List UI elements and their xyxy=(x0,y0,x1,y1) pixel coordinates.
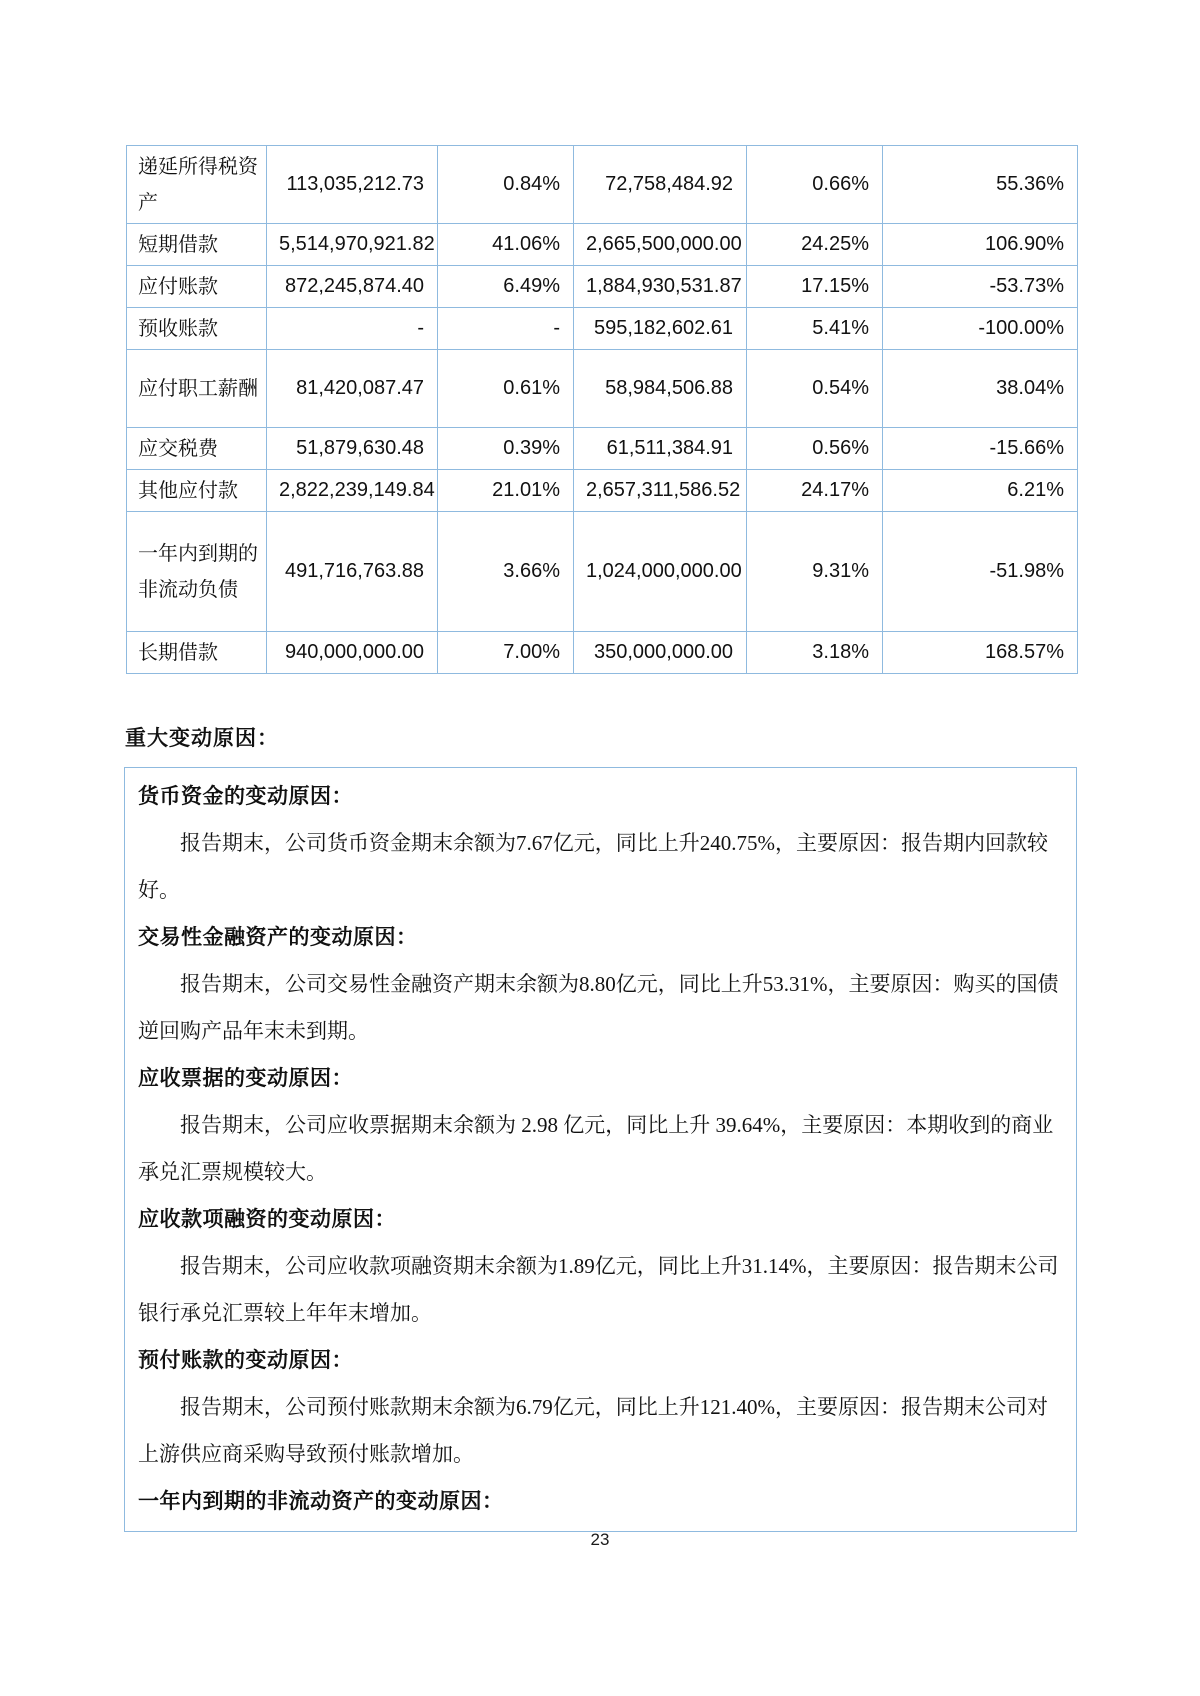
cell-value: 17.15% xyxy=(747,266,883,308)
cell-value: -15.66% xyxy=(883,428,1078,470)
cell-value: 3.66% xyxy=(438,512,574,632)
table-row xyxy=(127,146,1078,224)
reason-heading: 应收款项融资的变动原因： xyxy=(138,1207,396,1231)
page-number: 23 xyxy=(590,1530,610,1549)
cell-value: 940,000,000.00 xyxy=(267,632,438,674)
cell-value: -53.73% xyxy=(883,266,1078,308)
cell-value: 58,984,506.88 xyxy=(574,350,747,428)
cell-value: 0.54% xyxy=(747,350,883,428)
cell-value: 106.90% xyxy=(883,224,1078,266)
row-label: 递延所得税资产 xyxy=(127,146,267,224)
reason-paragraph: 报告期末，公司预付账款期末余额为6.79亿元，同比上升121.40%，主要原因：报告期末公司对上游供应商采购导致预付账款增加。 xyxy=(138,1395,1048,1466)
cell-value: 2,665,500,000.00 xyxy=(574,224,747,266)
row-label: 长期借款 xyxy=(127,632,267,674)
cell-value: 41.06% xyxy=(438,224,574,266)
cell-value: 0.61% xyxy=(438,350,574,428)
cell-value: 0.56% xyxy=(747,428,883,470)
row-label: 预收账款 xyxy=(127,308,267,350)
cell-value: -51.98% xyxy=(883,512,1078,632)
table-row xyxy=(127,266,1078,308)
reason-paragraph: 报告期末，公司货币资金期末余额为7.67亿元，同比上升240.75%，主要原因：报告期内回款较好。 xyxy=(138,831,1048,902)
table-row xyxy=(127,512,1078,632)
cell-value: 72,758,484.92 xyxy=(574,146,747,224)
row-label: 其他应付款 xyxy=(127,470,267,512)
cell-value: 24.17% xyxy=(747,470,883,512)
cell-value: 0.84% xyxy=(438,146,574,224)
cell-value: 38.04% xyxy=(883,350,1078,428)
row-label: 应付职工薪酬 xyxy=(127,350,267,428)
table-row xyxy=(127,470,1078,512)
reason-heading: 预付账款的变动原因： xyxy=(138,1348,353,1372)
cell-value: 491,716,763.88 xyxy=(267,512,438,632)
reasons-box xyxy=(124,767,1077,1532)
reason-heading: 应收票据的变动原因： xyxy=(138,1066,353,1090)
table-row xyxy=(127,224,1078,266)
table-row xyxy=(127,308,1078,350)
row-label: 应付账款 xyxy=(127,266,267,308)
reason-paragraph: 报告期末，公司应收款项融资期末余额为1.89亿元，同比上升31.14%，主要原因：报告期末公司银行承兑汇票较上年年末增加。 xyxy=(138,1254,1059,1325)
cell-value: 9.31% xyxy=(747,512,883,632)
cell-value: 1,024,000,000.00 xyxy=(574,512,747,632)
cell-value: 0.39% xyxy=(438,428,574,470)
cell-value: -100.00% xyxy=(883,308,1078,350)
table-row xyxy=(127,632,1078,674)
cell-value: 350,000,000.00 xyxy=(574,632,747,674)
table-row xyxy=(127,428,1078,470)
cell-value: 7.00% xyxy=(438,632,574,674)
cell-value: 5,514,970,921.82 xyxy=(267,224,438,266)
row-label: 应交税费 xyxy=(127,428,267,470)
cell-value: 3.18% xyxy=(747,632,883,674)
cell-value: 1,884,930,531.87 xyxy=(574,266,747,308)
reason-heading: 货币资金的变动原因： xyxy=(138,784,353,808)
cell-value: 113,035,212.73 xyxy=(267,146,438,224)
cell-value: 2,822,239,149.84 xyxy=(267,470,438,512)
row-label: 短期借款 xyxy=(127,224,267,266)
cell-value: 168.57% xyxy=(883,632,1078,674)
reason-heading: 一年内到期的非流动资产的变动原因： xyxy=(138,1489,504,1513)
cell-value: - xyxy=(438,308,574,350)
reason-paragraph: 报告期末，公司应收票据期末余额为 2.98 亿元，同比上升 39.64%，主要原因：本期收到的商业承兑汇票规模较大。 xyxy=(138,1113,1054,1184)
cell-value: 0.66% xyxy=(747,146,883,224)
cell-value: 81,420,087.47 xyxy=(267,350,438,428)
cell-value: 21.01% xyxy=(438,470,574,512)
cell-value: 595,182,602.61 xyxy=(574,308,747,350)
major-changes-heading: 重大变动原因： xyxy=(125,726,279,750)
cell-value: - xyxy=(267,308,438,350)
cell-value: 51,879,630.48 xyxy=(267,428,438,470)
cell-value: 61,511,384.91 xyxy=(574,428,747,470)
cell-value: 5.41% xyxy=(747,308,883,350)
reason-paragraph: 报告期末，公司交易性金融资产期末余额为8.80亿元，同比上升53.31%，主要原因：购买的国债逆回购产品年末未到期。 xyxy=(138,972,1059,1043)
cell-value: 872,245,874.40 xyxy=(267,266,438,308)
cell-value: 6.49% xyxy=(438,266,574,308)
cell-value: 55.36% xyxy=(883,146,1078,224)
financial-changes-table xyxy=(126,145,1078,674)
table-row xyxy=(127,350,1078,428)
reason-heading: 交易性金融资产的变动原因： xyxy=(138,925,418,949)
cell-value: 2,657,311,586.52 xyxy=(574,470,747,512)
row-label: 一年内到期的非流动负债 xyxy=(127,512,267,632)
cell-value: 24.25% xyxy=(747,224,883,266)
financial-table-body xyxy=(127,146,1078,674)
cell-value: 6.21% xyxy=(883,470,1078,512)
